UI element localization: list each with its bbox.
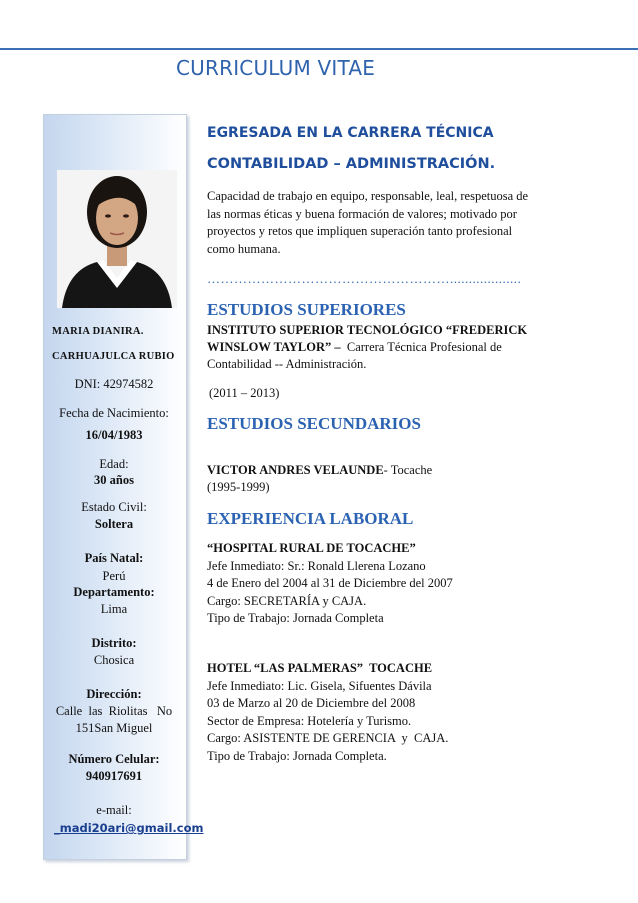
secondary-school	[207, 462, 547, 480]
job-hospital	[207, 540, 547, 628]
phone-value: 940917691	[85, 769, 143, 783]
civil-value: Soltera	[94, 517, 134, 531]
headline-field: CONTABILIDAD – ADMINISTRACIÓN.	[207, 156, 496, 172]
district-label: Distrito:	[91, 636, 137, 650]
headline-career: EGRESADA EN LA CARRERA TÉCNICA	[207, 125, 494, 141]
phone-label: Número Celular:	[68, 752, 160, 766]
job-employer: “HOSPITAL RURAL DE TOCACHE”	[207, 541, 416, 555]
department-value: Lima	[100, 602, 128, 616]
higher-years: (2011 – 2013)	[209, 386, 280, 400]
job-line: Jefe Inmediato: Lic. Gisela, Sifuentes Dávila	[207, 678, 432, 693]
job-line: Tipo de Trabajo: Jornada Completa.	[207, 748, 387, 763]
address-line2: 151San Miguel	[75, 721, 153, 735]
email-link[interactable]: _madi20ari@gmail.com	[54, 821, 204, 835]
secondary-years: (1995-1999)	[207, 480, 270, 494]
district-value: Chosica	[93, 653, 135, 667]
school-location: - Tocache	[383, 463, 433, 477]
job-line: 4 de Enero del 2004 al 31 de Diciembre del 2007	[207, 576, 453, 590]
country-label: País Natal:	[84, 551, 144, 565]
profile-line: como humana.	[207, 241, 281, 256]
profile-line: las normas éticas y buena formación de valores; motivado por	[207, 206, 517, 221]
section-title-higher: ESTUDIOS SUPERIORES	[207, 300, 406, 319]
institute-program: Carrera Técnica Profesional de	[346, 340, 502, 354]
job-line: Sector de Empresa: Hotelería y Turismo.	[207, 713, 412, 728]
age-label: Edad:	[99, 457, 129, 471]
civil-label: Estado Civil:	[81, 500, 147, 514]
age-value: 30 años	[94, 473, 134, 487]
address-label: Dirección:	[86, 687, 142, 701]
higher-program: Contabilidad -- Administración.	[207, 357, 367, 371]
birth-value: 16/04/1983	[85, 428, 143, 442]
job-line: Jefe Inmediato: Sr.: Ronald Llerena Lozano	[207, 558, 426, 573]
profile-photo	[57, 170, 177, 308]
job-line: Cargo: ASISTENTE DE GERENCIA y CAJA.	[207, 731, 449, 745]
dotted-separator: ………………………………………………...................	[207, 271, 522, 286]
email-label: e-mail:	[96, 803, 132, 817]
name-last: CARHUAJULCA RUBIO	[52, 351, 175, 362]
job-line: Tipo de Trabajo: Jornada Completa	[207, 611, 384, 625]
profile-summary	[207, 188, 547, 258]
profile-line: proyectos y retos que impliquen superación tanto profesional	[207, 224, 513, 238]
job-employer: HOTEL “LAS PALMERAS” TOCACHE	[207, 661, 433, 675]
dni: DNI: 42974582	[74, 377, 154, 391]
job-line: 03 de Marzo al 20 de Diciembre del 2008	[207, 696, 416, 710]
institute-name-bold: WINSLOW TAYLOR” –	[207, 340, 341, 354]
name-first: MARIA DIANIRA.	[52, 326, 144, 337]
higher-institute-line1: INSTITUTO SUPERIOR TECNOLÓGICO “FREDERICK	[207, 323, 528, 337]
section-title-experience: EXPERIENCIA LABORAL	[207, 509, 414, 528]
higher-institute-line2	[207, 339, 547, 357]
country-value: Perú	[102, 569, 126, 583]
department-label: Departamento:	[73, 585, 155, 599]
page-title: CURRICULUM VITAE	[176, 56, 376, 80]
section-title-secondary: ESTUDIOS SECUNDARIOS	[207, 414, 421, 433]
school-name: VICTOR ANDRES VELAUNDE	[207, 463, 384, 477]
profile-line: Capacidad de trabajo en equipo, responsable, leal, respetuosa de	[207, 189, 529, 203]
birth-label: Fecha de Nacimiento:	[59, 406, 169, 420]
address-line1: Calle las Riolitas No	[55, 704, 173, 718]
job-line: Cargo: SECRETARÍA y CAJA.	[207, 593, 367, 608]
job-hotel	[207, 660, 547, 765]
